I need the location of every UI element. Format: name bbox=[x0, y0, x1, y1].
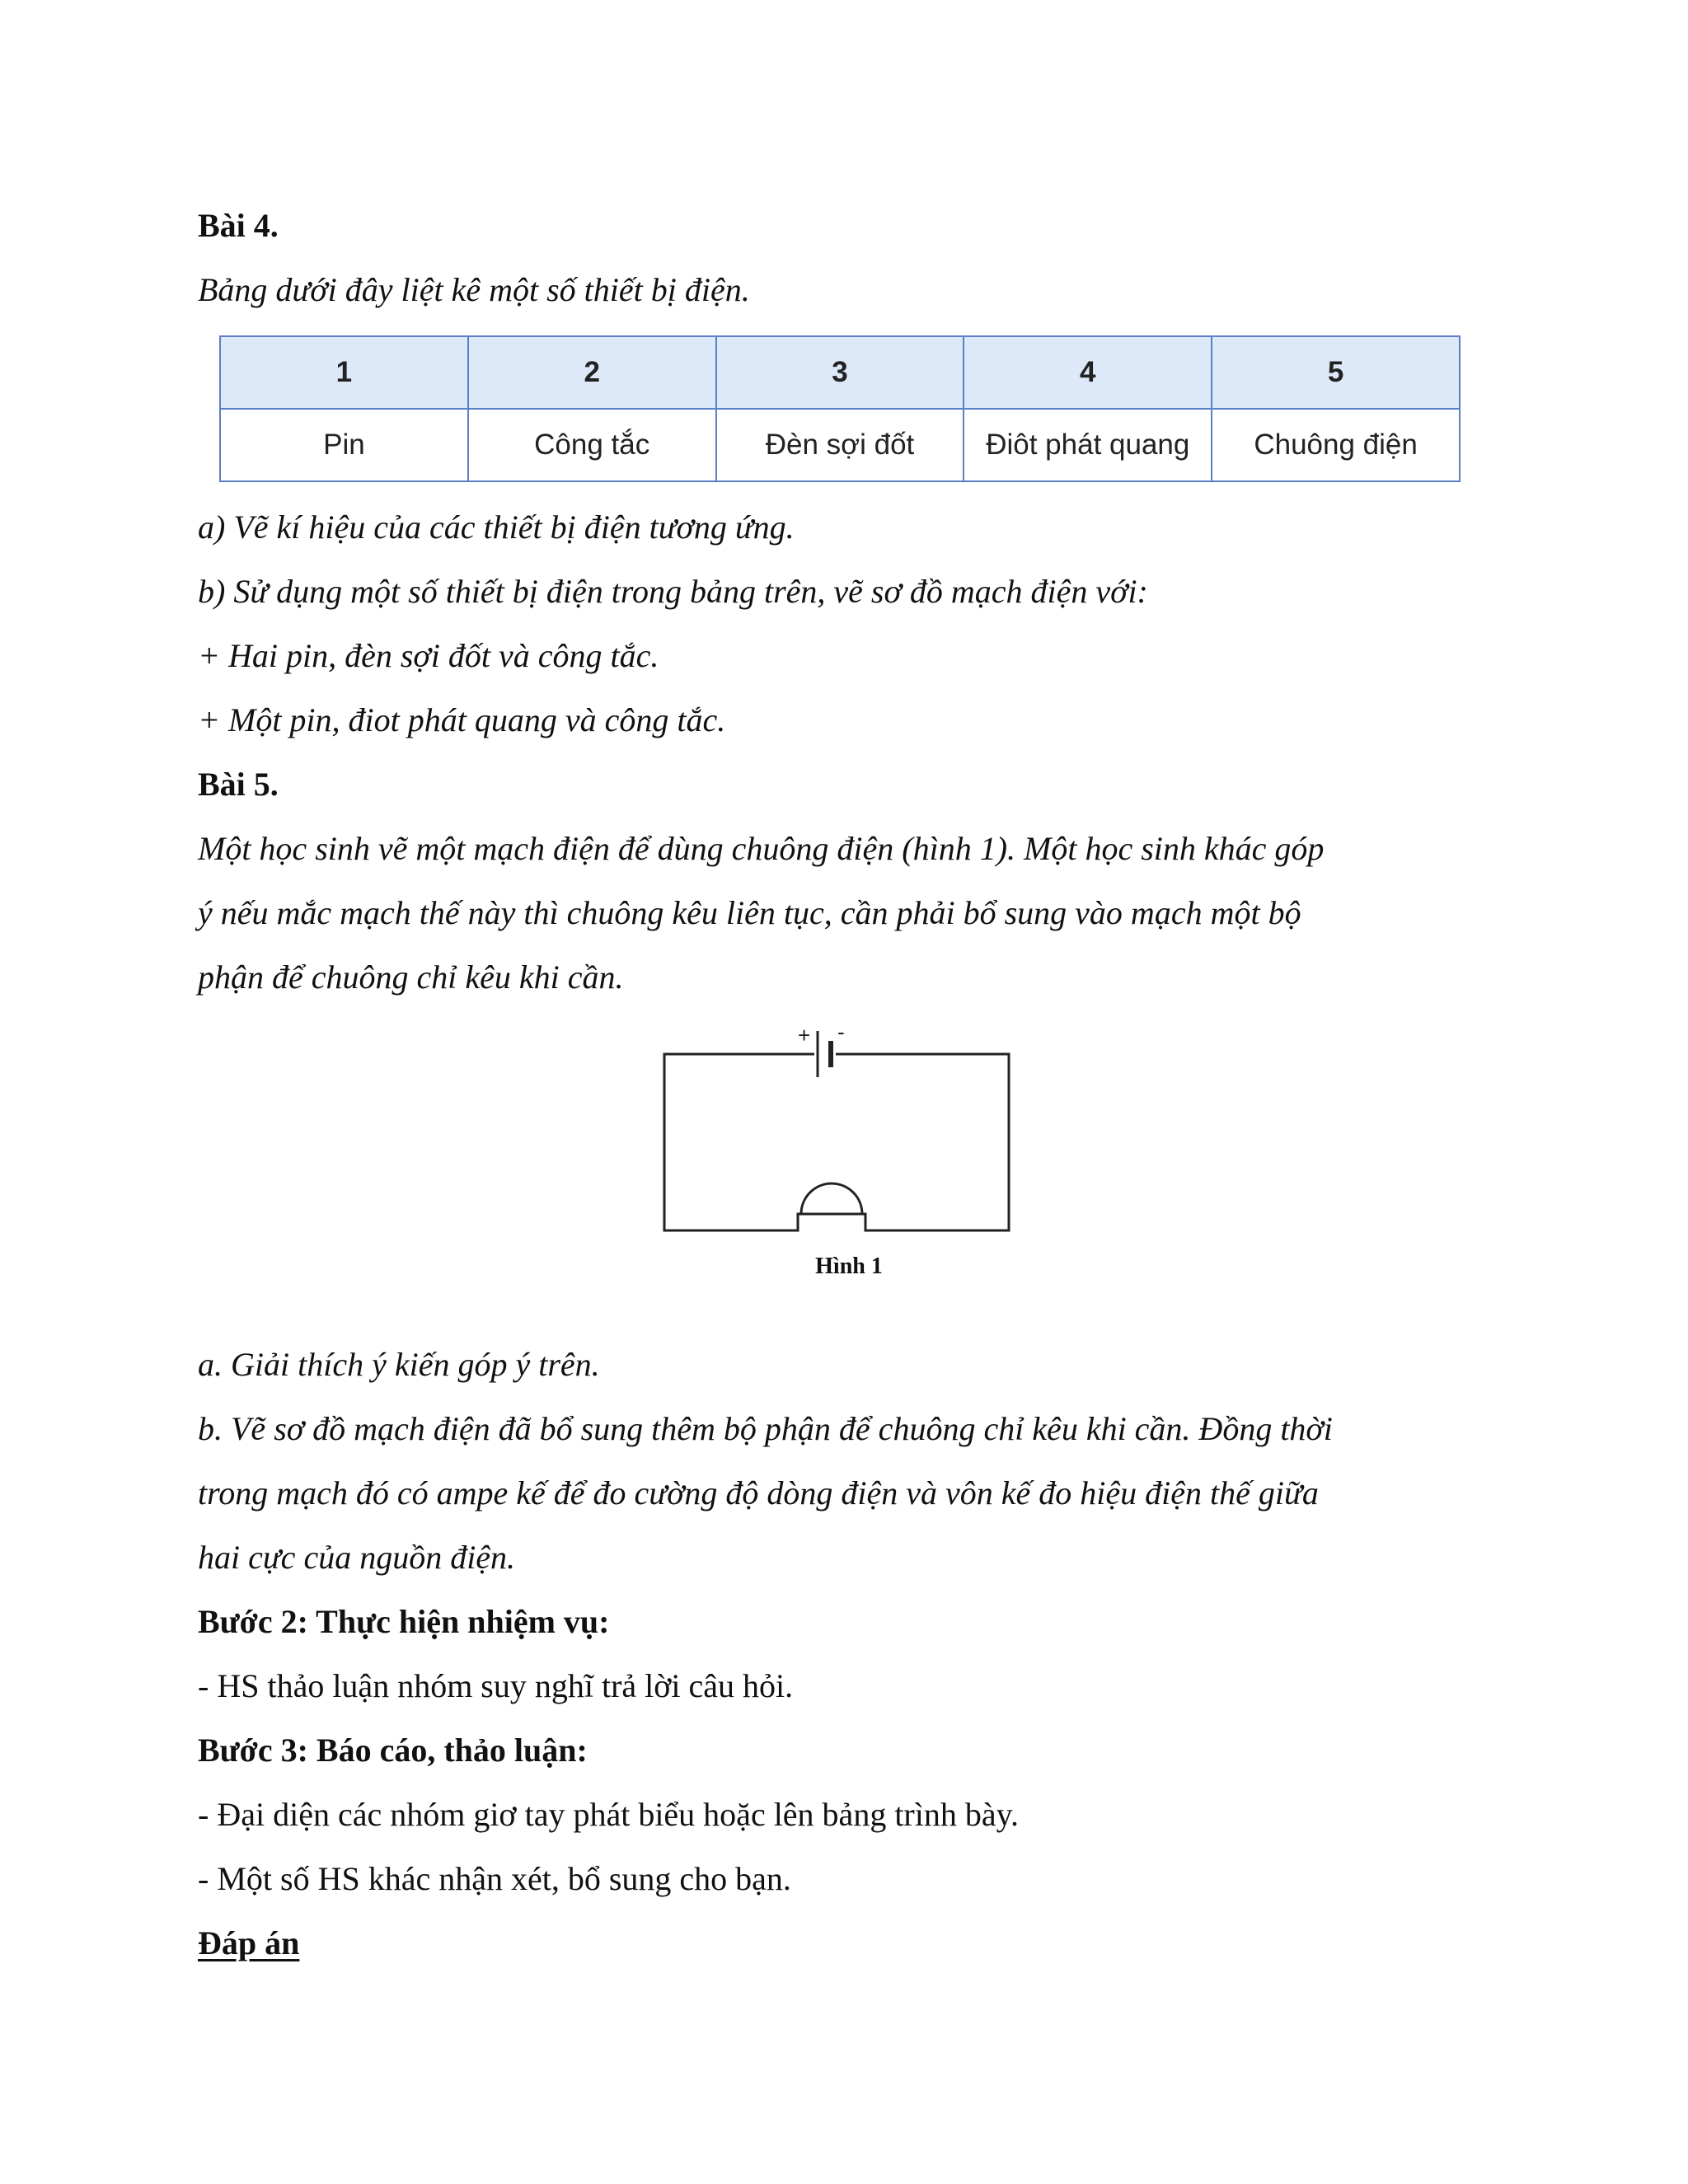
table-row bbox=[220, 409, 1460, 481]
circuit-figure bbox=[198, 1010, 1500, 1333]
bell-dome bbox=[801, 1183, 862, 1214]
table-cell-number: 5 bbox=[1212, 336, 1460, 409]
bell-symbol bbox=[778, 1183, 885, 1230]
bai4-heading: Bài 4. bbox=[198, 207, 279, 244]
buoc3-heading: Bước 3: Báo cáo, thảo luận: bbox=[198, 1732, 588, 1769]
circuit-diagram bbox=[656, 1021, 1043, 1260]
buoc2-heading: Bước 2: Thực hiện nhiệm vụ: bbox=[198, 1603, 610, 1640]
table-header-row bbox=[220, 336, 1460, 409]
bai4-question-b: b) Sử dụng một số thiết bị điện trong bảng trên, vẽ sơ đồ mạch điện với: bbox=[198, 573, 1148, 610]
table-cell-number: 2 bbox=[468, 336, 716, 409]
bai5-question-a: a. Giải thích ý kiến góp ý trên. bbox=[198, 1346, 600, 1383]
wire-left bbox=[664, 1054, 814, 1230]
table-cell-device: Điôt phát quang bbox=[964, 409, 1212, 481]
battery-plus-label: + bbox=[798, 1023, 811, 1047]
buoc3-line: - Một số HS khác nhận xét, bổ sung cho bạn. bbox=[198, 1860, 791, 1897]
bai4-question-b-item-2: + Một pin, điot phát quang và công tắc. bbox=[198, 701, 726, 738]
table-cell-number: 1 bbox=[220, 336, 468, 409]
bai5-intro-line: Một học sinh vẽ một mạch điện để dùng chuông điện (hình 1). Một học sinh khác góp bbox=[198, 830, 1325, 867]
table-cell-device: Pin bbox=[220, 409, 468, 481]
table-cell-device: Đèn sợi đốt bbox=[716, 409, 964, 481]
device-table bbox=[219, 335, 1461, 482]
bell-base bbox=[778, 1214, 885, 1230]
battery-symbol bbox=[818, 1031, 831, 1077]
table-cell-number: 3 bbox=[716, 336, 964, 409]
bai5-question-b-line: hai cực của nguồn điện. bbox=[198, 1539, 516, 1576]
battery-minus-label: - bbox=[837, 1021, 845, 1044]
bai5-heading: Bài 5. bbox=[198, 766, 279, 803]
bai5-question-b-line: b. Vẽ sơ đồ mạch điện đã bổ sung thêm bộ phận để chuông chỉ kêu khi cần. Đồng thời bbox=[198, 1410, 1333, 1447]
buoc3-line: - Đại diện các nhóm giơ tay phát biểu hoặc lên bảng trình bày. bbox=[198, 1796, 1020, 1833]
bai5-intro-line: ý nếu mắc mạch thế này thì chuông kêu liên tục, cần phải bổ sung vào mạch một bộ bbox=[198, 894, 1301, 931]
table-cell-device: Chuông điện bbox=[1212, 409, 1460, 481]
bai4-question-b-item-1: + Hai pin, đèn sợi đốt và công tắc. bbox=[198, 637, 659, 674]
table-cell-number: 4 bbox=[964, 336, 1212, 409]
bai4-intro: Bảng dưới đây liệt kê một số thiết bị điện. bbox=[198, 271, 750, 308]
answer-heading: Đáp án bbox=[198, 1924, 300, 1961]
figure-caption: Hình 1 bbox=[815, 1254, 883, 1279]
buoc2-line: - HS thảo luận nhóm suy nghĩ trả lời câu hỏi. bbox=[198, 1667, 794, 1704]
bai5-intro-line: phận để chuông chỉ kêu khi cần. bbox=[198, 958, 624, 996]
document-page bbox=[198, 194, 1500, 1975]
table-cell-device: Công tắc bbox=[468, 409, 716, 481]
bai4-question-a: a) Vẽ kí hiệu của các thiết bị điện tương ứng. bbox=[198, 509, 795, 546]
bai5-question-b-line: trong mạch đó có ampe kế để đo cường độ dòng điện và vôn kế đo hiệu điện thế giữa bbox=[198, 1474, 1319, 1511]
